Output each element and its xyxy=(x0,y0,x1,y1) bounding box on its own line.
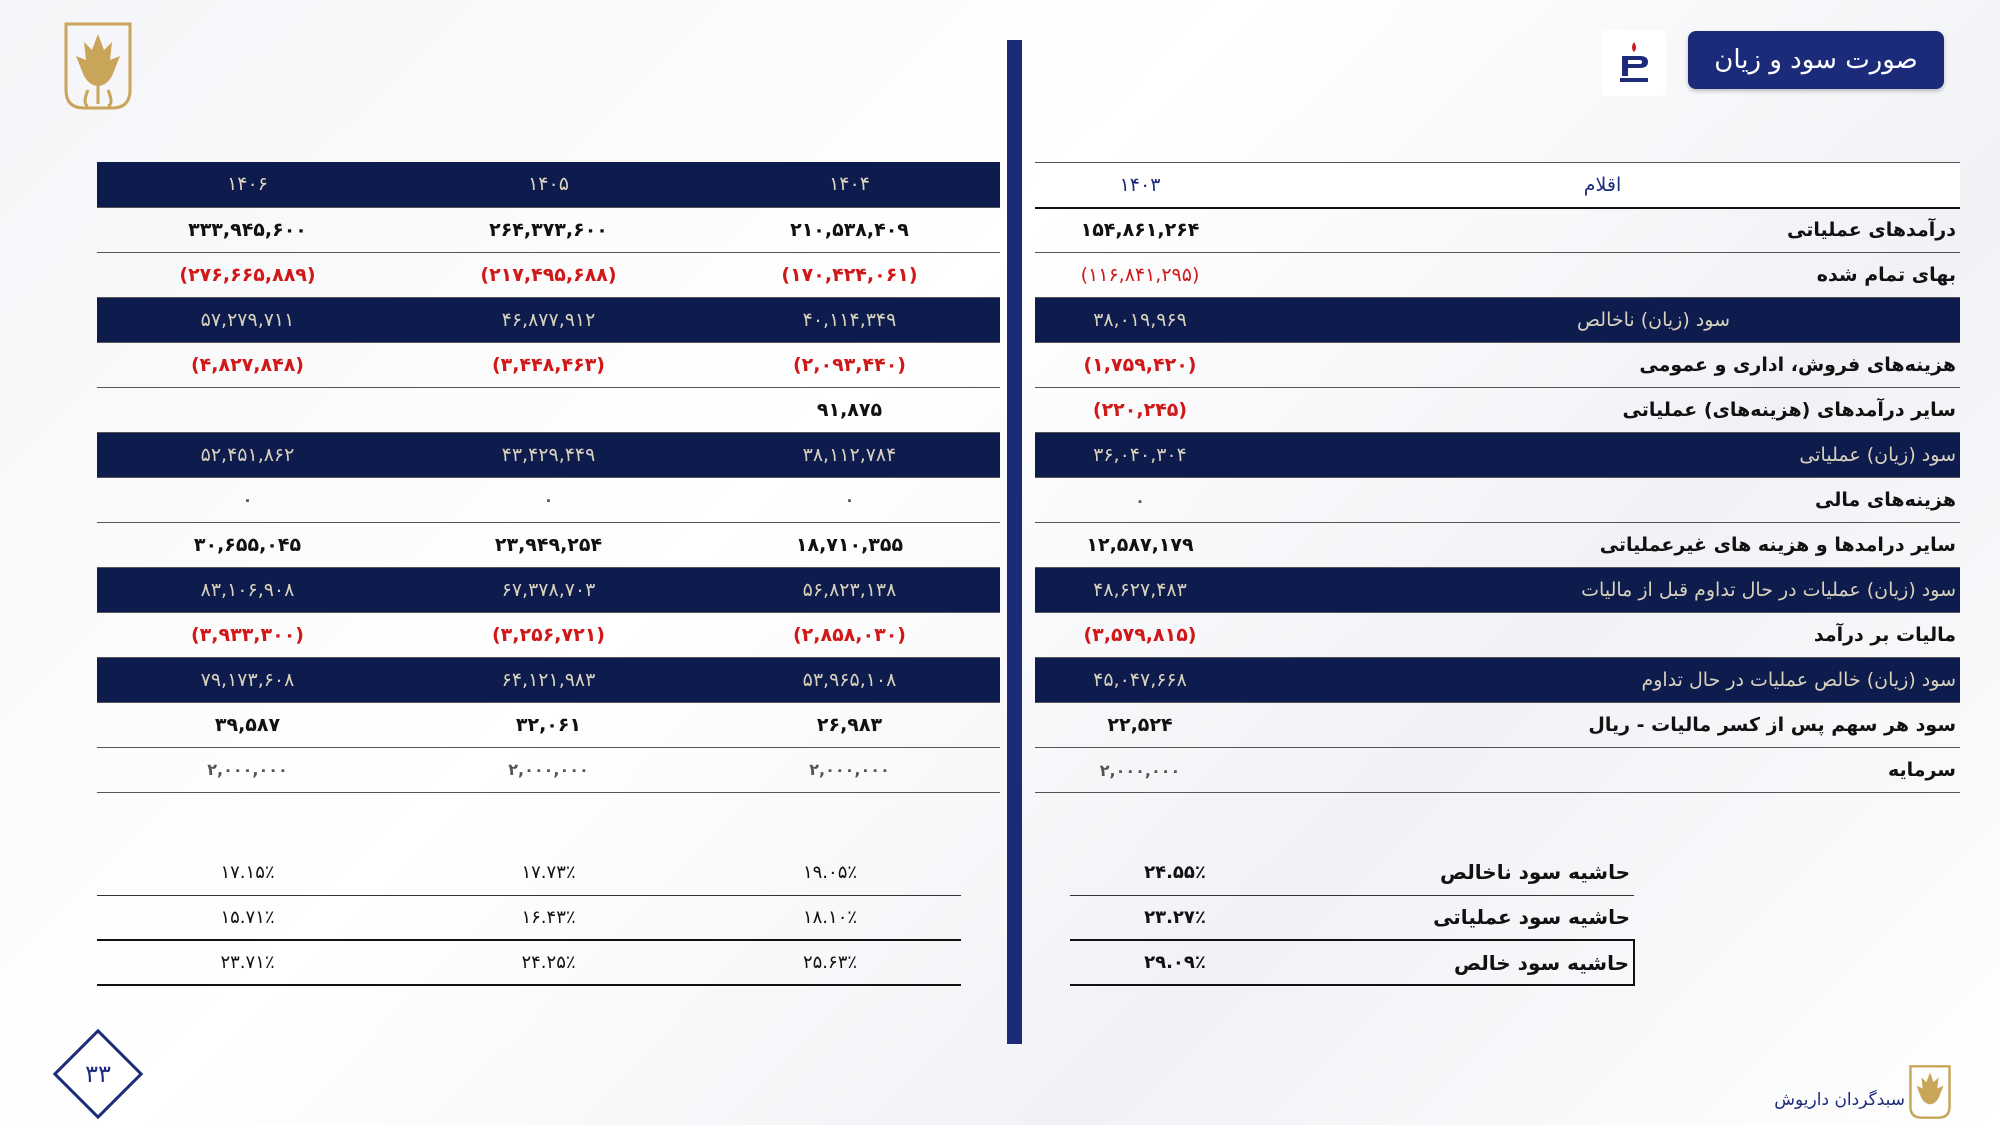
table-cell: ۳۳۳,۹۴۵,۶۰۰ xyxy=(97,207,398,252)
table-cell: ۰ xyxy=(1035,478,1245,523)
row-label: هزینه‌های فروش، اداری و عمومی xyxy=(1245,343,1960,388)
table-cell: (۲,۸۵۸,۰۳۰) xyxy=(699,612,1000,657)
table-cell: ۷۹,۱۷۳,۶۰۸ xyxy=(97,657,398,702)
table-cell: ۲۶,۹۸۳ xyxy=(699,702,1000,747)
footer-brand: سبدگردان داریوش xyxy=(1774,1090,1905,1110)
table-cell: ۲,۰۰۰,۰۰۰ xyxy=(97,747,398,792)
table-cell: (۱۷۰,۴۲۴,۰۶۱) xyxy=(699,252,1000,297)
year-header: ۱۴۰۳ xyxy=(1035,163,1245,208)
table-cell: ۱۶.۴۳٪ xyxy=(398,895,699,940)
table-cell: ۳۸,۱۱۲,۷۸۴ xyxy=(699,432,1000,477)
row-label: سود هر سهم پس از کسر مالیات - ریال xyxy=(1245,703,1960,748)
table-cell: ۲۱۰,۵۳۸,۴۰۹ xyxy=(699,207,1000,252)
table-cell: ۳۸,۰۱۹,۹۶۹ xyxy=(1035,298,1245,343)
row-label: مالیات بر درآمد xyxy=(1245,613,1960,658)
table-cell: ۲۳.۷۱٪ xyxy=(97,940,398,985)
items-header: اقلام xyxy=(1245,163,1960,208)
table-cell: ۲,۰۰۰,۰۰۰ xyxy=(398,747,699,792)
table-cell: ۲۳,۹۴۹,۲۵۴ xyxy=(398,522,699,567)
table-cell: (۲,۰۹۳,۴۴۰) xyxy=(699,342,1000,387)
table-cell: ۰ xyxy=(699,477,1000,522)
table-cell: ۶۷,۳۷۸,۷۰۳ xyxy=(398,567,699,612)
table-cell: ۵۳,۹۶۵,۱۰۸ xyxy=(699,657,1000,702)
table-cell: (۲۲۰,۲۴۵) xyxy=(1035,388,1245,433)
table-cell: ۳۶,۰۴۰,۳۰۴ xyxy=(1035,433,1245,478)
table-cell: ۰ xyxy=(97,477,398,522)
table-cell: ۲,۰۰۰,۰۰۰ xyxy=(1035,748,1245,793)
table-cell: ۲۳.۲۷٪ xyxy=(1070,895,1280,940)
table-cell: ۴۵,۰۴۷,۶۶۸ xyxy=(1035,658,1245,703)
table-cell: ۴۳,۴۲۹,۴۴۹ xyxy=(398,432,699,477)
table-cell: ۵۲,۴۵۱,۸۶۲ xyxy=(97,432,398,477)
table-cell: ۴۸,۶۲۷,۴۸۳ xyxy=(1035,568,1245,613)
table-cell: ۴۶,۸۷۷,۹۱۲ xyxy=(398,297,699,342)
row-label: سود (زیان) ناخالص xyxy=(1245,298,1960,343)
table-cell: ۱۸.۱۰٪ xyxy=(699,895,961,940)
table-cell: ۶۴,۱۲۱,۹۸۳ xyxy=(398,657,699,702)
year-header: ۱۴۰۴ xyxy=(699,162,1000,207)
table-cell: ۵۷,۲۷۹,۷۱۱ xyxy=(97,297,398,342)
table-cell: ۸۳,۱۰۶,۹۰۸ xyxy=(97,567,398,612)
row-label: سایر درامدها و هزینه های غیرعملیاتی xyxy=(1245,523,1960,568)
table-cell: ۱۸,۷۱۰,۳۵۵ xyxy=(699,522,1000,567)
row-label: سود (زیان) خالص عملیات در حال تداوم xyxy=(1245,658,1960,703)
page-title: صورت سود و زیان xyxy=(1688,31,1944,89)
table-cell: (۲۱۷,۴۹۵,۶۸۸) xyxy=(398,252,699,297)
row-label: حاشیه سود ناخالص xyxy=(1280,850,1634,895)
table-cell: ۳۰,۶۵۵,۰۴۵ xyxy=(97,522,398,567)
table-cell: ۹۱,۸۷۵ xyxy=(699,387,1000,432)
table-cell: ۵۶,۸۲۳,۱۳۸ xyxy=(699,567,1000,612)
row-label: حاشیه سود خالص xyxy=(1280,940,1634,985)
row-label: بهای تمام شده xyxy=(1245,253,1960,298)
table-cell: ۲۲,۵۲۴ xyxy=(1035,703,1245,748)
income-statement-right-table xyxy=(1035,162,1960,793)
row-label: هزینه‌های مالی xyxy=(1245,478,1960,523)
table-cell xyxy=(398,387,699,432)
row-label: درآمدهای عملیاتی xyxy=(1245,208,1960,253)
table-cell: ۱۵.۷۱٪ xyxy=(97,895,398,940)
row-label: حاشیه سود عملیاتی xyxy=(1280,895,1634,940)
table-cell: (۳,۹۳۳,۳۰۰) xyxy=(97,612,398,657)
table-cell: (۲۷۶,۶۶۵,۸۸۹) xyxy=(97,252,398,297)
table-cell: (۳,۲۵۶,۷۲۱) xyxy=(398,612,699,657)
table-cell: ۴۰,۱۱۴,۳۴۹ xyxy=(699,297,1000,342)
year-header: ۱۴۰۵ xyxy=(398,162,699,207)
table-cell: ۱۷.۱۵٪ xyxy=(97,850,398,895)
table-cell: ۱۹.۰۵٪ xyxy=(699,850,961,895)
table-cell: ۳۹,۵۸۷ xyxy=(97,702,398,747)
company-logo-icon xyxy=(1602,30,1666,96)
table-cell: ۱۷.۷۳٪ xyxy=(398,850,699,895)
table-cell: ۰ xyxy=(398,477,699,522)
table-cell: ۱۵۴,۸۶۱,۲۶۴ xyxy=(1035,208,1245,253)
table-cell: (۳,۴۴۸,۴۶۳) xyxy=(398,342,699,387)
table-cell: ۲۶۴,۳۷۳,۶۰۰ xyxy=(398,207,699,252)
table-cell: (۴,۸۲۷,۸۴۸) xyxy=(97,342,398,387)
table-cell: (۱۱۶,۸۴۱,۲۹۵) xyxy=(1035,253,1245,298)
row-label: سود (زیان) عملیات در حال تداوم قبل از مالیات xyxy=(1245,568,1960,613)
margins-right-table xyxy=(1070,850,1635,986)
table-cell: (۳,۵۷۹,۸۱۵) xyxy=(1035,613,1245,658)
footer-logo-icon xyxy=(1908,1063,1952,1121)
table-cell: ۲۹.۰۹٪ xyxy=(1070,940,1280,985)
row-label: سود (زیان) عملیاتی xyxy=(1245,433,1960,478)
table-cell: ۱۲,۵۸۷,۱۷۹ xyxy=(1035,523,1245,568)
table-cell: ۲۵.۶۳٪ xyxy=(699,940,961,985)
table-cell: ۳۲,۰۶۱ xyxy=(398,702,699,747)
income-statement-left-table xyxy=(97,162,1000,793)
row-label: سرمایه xyxy=(1245,748,1960,793)
table-cell: ۲۴.۲۵٪ xyxy=(398,940,699,985)
year-header: ۱۴۰۶ xyxy=(97,162,398,207)
row-label: سایر درآمدهای (هزینه‌های) عملیاتی xyxy=(1245,388,1960,433)
page-number: ۳۳ xyxy=(85,1060,111,1088)
table-cell xyxy=(97,387,398,432)
brand-logo-icon xyxy=(62,20,134,112)
margins-left-table xyxy=(97,850,961,986)
divider-bar xyxy=(1007,40,1022,1044)
table-cell: ۲,۰۰۰,۰۰۰ xyxy=(699,747,1000,792)
table-cell: (۱,۷۵۹,۴۲۰) xyxy=(1035,343,1245,388)
table-cell: ۲۴.۵۵٪ xyxy=(1070,850,1280,895)
